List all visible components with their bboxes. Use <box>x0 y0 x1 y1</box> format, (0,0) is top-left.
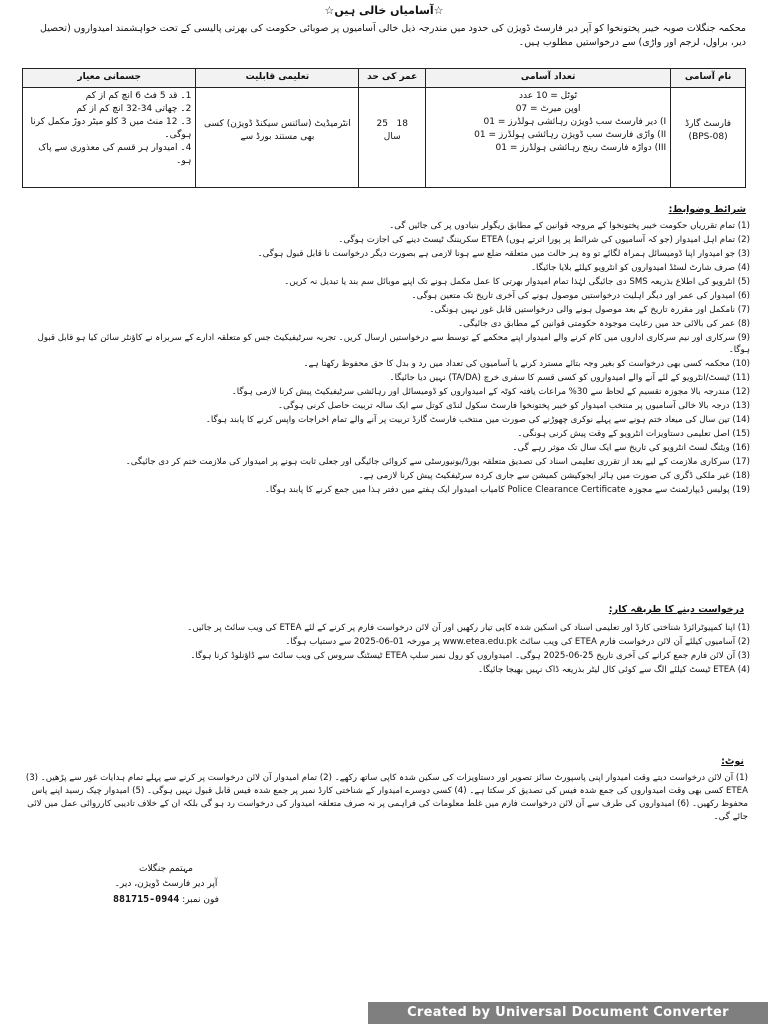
condition-item: (6) امیدوار کی عمر اور دیگر اہلیت درخواستیں موصول ہونے کی آخری تاریخ تک متعین ہوگی۔ <box>411 290 750 301</box>
condition-item: (19) پولیس ڈیپارٹمنٹ سے مجوزہ Police Clearance Certificate کامیاب امیدوار ایک ہفتے میں دفتر ہذا میں جمع کرنے کا پابند ہوگا۔ <box>264 485 750 496</box>
page-title: ☆آسامیاں خالی ہیں☆ <box>324 4 444 17</box>
condition-item: (5) انٹرویو کی اطلاع بذریعہ SMS دی جائیگی لہٰذا تمام امیدوار بھرتی کا عمل مکمل ہونے تک اپنے موبائل سم بند یا تبدیل نہ کریں۔ <box>284 276 750 287</box>
col-physical: جسمانی معیار <box>23 69 196 88</box>
condition-item: (1) تمام تقرریاں حکومت خیبر پختونخوا کے مروجہ قوانین کے مطابق ریگولر بنیادوں پر کی جائیں گی۔ <box>389 221 750 231</box>
age-cell <box>359 88 426 188</box>
education-text: انٹرمیڈیٹ (سائنس سیکنڈ ڈویژن) کسی بھی مستند بورڈ سے <box>204 119 351 142</box>
condition-item: (13) درجہ بالا خالی آسامیوں پر منتخب امیدوار کو خیبر پختونخوا فارسٹ سکول لنڈی کوتل سے ایک سالہ تربیت حاصل کرنی ہوگی۔ <box>278 401 750 412</box>
signature-office: مہتمم جنگلات <box>139 864 193 874</box>
physical-line: 3۔ 12 منٹ میں 3 کلو میٹر دوڑ مکمل کرنا ہوگی۔ <box>30 117 192 140</box>
condition-item: (3) جو امیدوار اپنا ڈومیسائل ہمراہ لگائے تو وہ ہر حالت میں متعلقہ ضلع سے ہونا لازمی ہے بصورت دیگر درخواست نا قابل قبول ہوگی۔ <box>257 248 750 259</box>
apply-step: (1) اپنا کمپیوٹرائزڈ شناختی کارڈ اور تعلیمی اسناد کی اسکین شدہ کاپی تیار رکھیں اور آن لائن درخواست فارم پر کرنے کے لئے ETEA کی ویب سائٹ پر جائیں۔ <box>187 623 750 633</box>
condition-item: (11) ٹیسٹ/انٹرویو کے لئے آنے والے امیدواروں کو کسی قسم کا سفری خرچ (TA/DA) نہیں دیا جائیگا۔ <box>389 373 750 384</box>
condition-item: (17) سرکاری ملازمت کے لیے بعد از تقرری تعلیمی اسناد کی تصدیق متعلقہ بورڈ/یونیورسٹی سے کروائی جائیگی اور جعلی ثابت ہونے پر امیدوار کی ملازمت ختم کر دی جائیگی۔ <box>125 457 750 468</box>
apply-step: (4) ETEA ٹیسٹ کیلئے الگ سے کوئی کال لیٹر بذریعہ ڈاک نہیں بھیجا جائیگا۔ <box>478 664 750 675</box>
count-line: اوپن میرٹ = 07 <box>515 104 581 114</box>
condition-item: (8) عمر کی بالائی حد میں رعایت موجودہ حکومتی قوانین کے مطابق دی جائیگی۔ <box>458 318 750 329</box>
notes-header: نوٹ: <box>721 756 744 767</box>
post-name: فارسٹ گارڈ <box>685 119 732 129</box>
phone-label: فون نمبر: <box>182 895 219 905</box>
col-post-count: تعداد آسامی <box>426 69 671 88</box>
count-line: III) دواڑہ فارسٹ رینج رہائشی ہولڈرز = 01 <box>495 143 667 153</box>
posts-table <box>22 68 746 188</box>
physical-line: 2۔ چھاتی 34-32 انچ کم از کم <box>76 104 192 114</box>
condition-item: (4) صرف شارٹ لسٹڈ امیدواروں کو انٹرویو کیلئے بلایا جائیگا۔ <box>530 262 750 273</box>
apply-steps <box>22 622 750 678</box>
condition-item: (10) محکمہ کسی بھی درخواست کو بغیر وجہ بتائے مسترد کرنے یا آسامیوں کی تعداد میں رد و بدل کا حق محفوظ رکھتا ہے۔ <box>303 359 750 370</box>
condition-item: (18) غیر ملکی ڈگری کی صورت میں ہائر ایجوکیشن کمیشن سے جاری کردہ سرٹیفکیٹ پیش کرنا لازمی ہے۔ <box>358 471 750 482</box>
post-scale: (BPS-08) <box>688 132 728 142</box>
notes-paragraph: (1) آن لائن درخواست دیتے وقت امیدوار اپنی پاسپورٹ سائز تصویر اور دستاویزات کی سکین شدہ کاپی ساتھ رکھے۔ (2) تمام امیدوار آن لائن درخواست پر کرنے سے پہلے تمام ہدایات غور سے پڑھیں۔ (3) ETEA کسی بھی وقت امیدواروں کی جمع شدہ فیس کی تصدیق کر سکتا ہے۔ (4) کسی دوسرے امیدوار کے شناختی کارڈ نمبر پر جمع شدہ فیس قابل قبول نہیں ہوگی۔ (5) امیدوار چیک رسید اپنے پاس محفوظ رکھیں۔ (6) امیدواروں کی طرف سے آن لائن درخواست فارم میں غلط معلومات کی فراہمی پر نہ صرف متعلقہ امیدوار کی درخواست رد ہو گی بلکہ ان کے خلاف تادیبی کارروائی عمل میں لائی جائے گی۔ <box>25 773 748 822</box>
post-count-cell <box>426 88 671 188</box>
signature-phone-row <box>96 892 236 908</box>
education-cell <box>196 88 359 188</box>
physical-line: 1۔ قد 5 فٹ 6 انچ کم از کم <box>85 91 192 101</box>
apply-step: (3) آن لائن فارم جمع کرانے کی آخری تاریخ 25-06-2025 ہوگی۔ امیدواروں کو رول نمبر سلپ ETEA ٹیسٹنگ سروس کی ویب سائٹ سے ڈاؤنلوڈ کرنا ہوگا۔ <box>190 650 750 661</box>
converter-watermark: Created by Universal Document Converter <box>368 1002 768 1024</box>
phone-number: 0944-881715 <box>113 894 180 905</box>
condition-item: (9) سرکاری اور نیم سرکاری اداروں میں کام کرنے والے امیدوار اپنے محکمے کے توسط سے درخواستیں ارسال کریں۔ تجربہ سرٹیفیکیٹ جس کو متعلقہ ادارے کے سربراہ نے کاؤنٹر سائن کیا ہو قابل قبول ہوگا۔ <box>37 332 750 356</box>
condition-item: (7) نامکمل اور مقررہ تاریخ کے بعد موصول ہونے والی درخواستیں قابل غور نہیں ہونگی۔ <box>429 304 750 315</box>
physical-line: 4۔ امیدوار ہر قسم کی معذوری سے پاک ہو۔ <box>38 143 192 166</box>
col-education: تعلیمی قابلیت <box>196 69 359 88</box>
physical-cell <box>23 88 196 188</box>
conditions-list <box>22 220 750 498</box>
age-max: 25 <box>376 119 388 129</box>
signature-block <box>96 862 236 908</box>
count-line: II) واڑی فارسٹ سب ڈویژن رہائشی ہولڈرز = 01 <box>474 130 667 140</box>
apply-header: درخواست دینے کا طریقہ کار: <box>608 604 744 615</box>
signature-division: آپر دیر فارسٹ ڈویژن، دیر۔ <box>114 879 218 889</box>
count-line: I) دیر فارسٹ سب ڈویژن رہائشی ہولڈرز = 01 <box>483 117 667 127</box>
conditions-header: شرائط وضوابط: <box>668 204 746 215</box>
condition-item: (15) اصل تعلیمی دستاویزات انٹرویو کے وقت پیش کرنی ہونگی۔ <box>517 429 750 440</box>
table-row <box>23 88 746 188</box>
count-line: ٹوٹل = 10 عدد <box>519 91 578 101</box>
col-post-name: نام آسامی <box>671 69 746 88</box>
table-header-row <box>23 69 746 88</box>
age-unit: سال <box>383 132 401 142</box>
intro-paragraph: محکمہ جنگلات صوبہ خیبر پختونخوا کو آپر دیر فارسٹ ڈویژن کی حدود میں مندرجہ ذیل خالی آسامیوں پر صوبائی حکومت کی بھرتی پالیسی کے تحت خواہشمند امیدواروں (تحصیل دیر، براول، لرجم اور واڑی) سے درخواستیں مطلوب ہیں۔ <box>40 23 746 48</box>
condition-item: (2) تمام اہل امیدوار (جو کہ آسامیوں کی شرائط پر پورا اترتے ہوں) ETEA سکریننگ ٹیسٹ دینے کی اجازت ہوگی۔ <box>338 234 750 245</box>
condition-item: (14) تین سال کی میعاد ختم ہونے سے پہلے نوکری چھوڑنے کی صورت میں منتخب فارسٹ گارڈ تربیت پر آنے والے تمام اخراجات واپس کرنے کا پابند ہوگا۔ <box>205 415 750 426</box>
condition-item: (16) ویٹنگ لسٹ انٹرویو کی تاریخ سے ایک سال تک موثر رہے گی۔ <box>512 443 750 454</box>
post-name-cell <box>671 88 746 188</box>
age-min: 18 <box>396 119 408 129</box>
col-age-limit: عمر کی حد <box>359 69 426 88</box>
apply-step: (2) آسامیوں کیلئے آن لائن درخواست فارم ETEA کی ویب سائٹ www.etea.edu.pk پر مورخہ 01-06-2025 سے دستیاب ہوگا۔ <box>285 636 750 647</box>
condition-item: (12) مندرجہ بالا مجوزہ تقسیم کے لحاظ سے 30% مراعات یافتہ کوٹہ کے امیدواروں کو ڈومیسائل اور رہائشی سرٹیفیکیٹ پیش کرنا لازمی ہوگا۔ <box>231 387 750 398</box>
